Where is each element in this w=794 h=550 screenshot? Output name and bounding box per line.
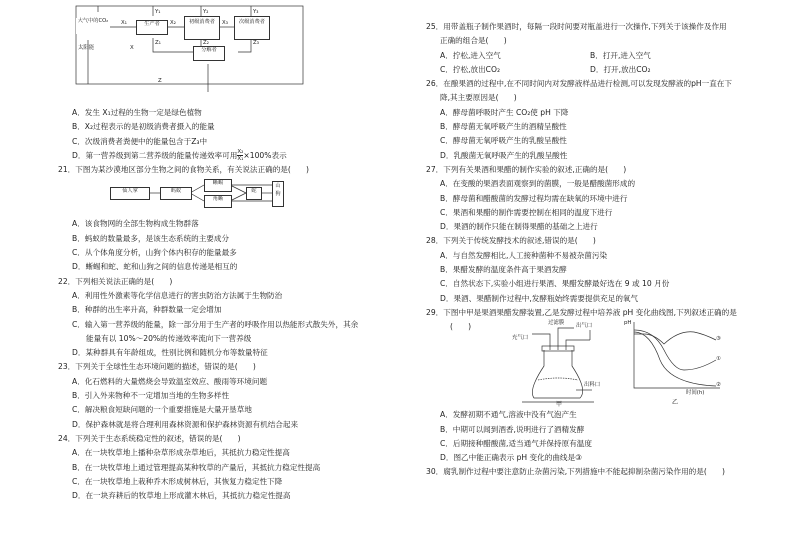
- q29-option-b: B．中期可以闻到酒香,说明进行了酒精发酵: [440, 424, 585, 434]
- label-filter: 过滤膜: [548, 320, 565, 327]
- fermentation-apparatus: [514, 320, 604, 408]
- q20-option-d: [58, 149, 418, 163]
- q25-option-c: C．拧松,放出CO₂: [440, 64, 501, 74]
- q22-option-c-cont: 能量有以 10%～20%的传递效率流向下一营养级: [86, 333, 252, 343]
- q24-option-c: C．在一块牧草地上栽种乔木形成树林后，其恢复力稳定性下降: [72, 476, 283, 486]
- label-curve-3: ③: [716, 336, 721, 343]
- q26-stem-line1: 26．在酿果酒的过程中,在不同时间内对发酵液样品进行检测,可以发现发酵液的pH一直在下: [426, 79, 732, 89]
- q23-option-d: D．保护森林就是将合理利用森林资源和保护森林资源有机结合起来: [72, 419, 299, 429]
- q24-option-a: A．在一块牧草地上播种杂草形成杂草地后，其抵抗力稳定性提高: [72, 448, 290, 458]
- q22-option-b: B．种群的出生率升高，种群数量一定会增加: [72, 305, 222, 315]
- label-discharge: 出料口: [584, 382, 601, 389]
- q21-stem: 21．下图为某沙漠地区部分生物之间的食物关系，有关说法正确的是( ): [58, 165, 309, 175]
- q26-option-a: A．酵母菌呼吸时产生 CO₂使 pH 下降: [440, 107, 569, 117]
- q21-option-c: C．从个体角度分析，山狗个体内积存的能量最多: [72, 248, 237, 258]
- ph-curve-chart: [624, 320, 724, 408]
- node-cactus: 仙人掌: [110, 187, 150, 200]
- q30-stem: 30．腐乳制作过程中要注意防止杂菌污染,下列措施中不能起抑制杂菌污染作用的是( ): [426, 467, 725, 477]
- label-outlet: 出气口: [576, 323, 593, 330]
- co2-box: [76, 18, 110, 34]
- decomposer-label: 分解者: [201, 47, 217, 53]
- q22-option-a: A．利用性外激素等化学信息进行的害虫防治方法属于生物防治: [72, 290, 283, 300]
- label-z2: Z₂: [203, 40, 209, 46]
- node-snake: 蛇: [246, 187, 262, 200]
- label-curve-1: ①: [716, 356, 721, 363]
- energy-flow-diagram: [58, 0, 318, 106]
- q26-stem-line2: 降,其主要原因是( ): [440, 93, 517, 103]
- node-lizard: 蜥蜴: [204, 179, 232, 192]
- q25-stem-line1: 25．用带盖瓶子制作果酒时，每隔一段时间要对瓶盖进行一次操作,下列关于该操作及作用: [426, 22, 727, 31]
- q20-option-c: C．次级消费者粪便中的能量包含于Z₃中: [72, 136, 208, 146]
- label-jia: 甲: [556, 401, 563, 409]
- label-curve-2: ②: [716, 382, 721, 389]
- q28-option-b: B．果醋发酵的温度条件高于果酒发酵: [440, 265, 567, 275]
- q25-option-d: D．打开,放出CO₂: [590, 64, 651, 74]
- q21-option-a: A．该食物网的全部生物构成生物群落: [72, 219, 199, 229]
- q23-stem: 23．下列关于全球性生态环境问题的描述，错误的是( ): [58, 362, 256, 372]
- q26-option-d: D．乳酸菌无氧呼吸产生的乳酸呈酸性: [440, 150, 568, 160]
- label-z3: Z₃: [253, 40, 259, 46]
- secondary-consumer-box: [234, 16, 270, 40]
- label-yi: 乙: [672, 399, 679, 407]
- q27-stem: 27．下列有关果酒和果醋的制作实验的叙述,正确的是( ): [426, 164, 627, 174]
- curve-3: [634, 332, 716, 344]
- q25-options-row2: [426, 63, 778, 77]
- q29-option-a: A．发酵初期不通气,溶液中没有气泡产生: [440, 410, 577, 420]
- q28-option-d: D．果酒、果醋制作过程中,发酵瓶始终需要提供充足的氧气: [440, 293, 639, 303]
- label-ph: pH: [624, 320, 632, 327]
- label-time: 时间(h): [686, 390, 705, 397]
- q21-option-b: B．蚂蚁的数量最多，是该生态系统的主要成分: [72, 233, 230, 243]
- q20-option-a: A．发生 X₁过程的生物一定是绿色植物: [72, 108, 202, 117]
- producer-label: 生产者: [144, 21, 160, 27]
- producer-box: [136, 20, 168, 35]
- apparatus-drawing: [514, 320, 604, 408]
- node-coyote: 山狗: [272, 181, 284, 207]
- label-x3: X₃: [222, 20, 228, 26]
- label-y1: Y₁: [155, 9, 161, 15]
- label-x1: X₁: [121, 20, 127, 26]
- q21-option-d: D．蜥蜴和蛇、蛇和山狗之间的信息传递是相互的: [72, 262, 238, 272]
- q28-stem: 28．下列关于传统发酵技术的叙述,错误的是( ): [426, 236, 596, 246]
- q20-d-suffix: ×100%表示: [243, 150, 287, 160]
- q24-option-d: D．在一块弃耕后的牧草地上形成灌木林后，其抵抗力稳定性提高: [72, 491, 291, 501]
- q24-option-b: B．在一块牧草地上通过管理提高某种牧草的产量后，其抵抗力稳定性提高: [72, 462, 321, 472]
- q29-option-c: C．后期接种醋酸菌,适当通气并保持原有温度: [440, 438, 592, 448]
- q29-option-d: D．图乙中能正确表示 pH 变化的曲线是③: [440, 453, 582, 463]
- node-ant: 蚂蚁: [160, 187, 192, 200]
- q25-options-row1: [426, 49, 778, 63]
- label-inlet: 充气口: [512, 335, 529, 342]
- q25-option-b: B．打开,进入空气: [590, 50, 651, 60]
- q24-stem: 24．下列关于生态系统稳定性的叙述，错误的是( ): [58, 433, 241, 443]
- curve-2: [634, 332, 716, 386]
- q27-option-c: C．果酒和果醋的制作需要控制在相同的温度下进行: [440, 207, 613, 217]
- q26-option-b: B．酵母菌无氧呼吸产生的酒精呈酸性: [440, 122, 567, 132]
- secondary-consumer-label: 次级消费者: [239, 19, 265, 25]
- q25-stem-line2: 正确的组合是( ): [440, 36, 507, 46]
- q23-option-b: B．引入外来物种不一定增加当地的生物多样性: [72, 391, 230, 401]
- q22-option-d: D．某种群具有年龄组成，性别比例和随机分布等数量特征: [72, 348, 268, 358]
- node-horned-lizard: 角蜥: [204, 195, 232, 208]
- primary-consumer-label: 初级消费者: [189, 19, 215, 25]
- q22-stem: 22．下列相关说法正确的是( ): [58, 276, 173, 286]
- label-y3: Y₃: [253, 9, 259, 15]
- q27-option-a: A．在变酸的果酒表面观察到的菌膜，一般是醋酸菌形成的: [440, 179, 636, 189]
- q27-option-b: B．酵母菌和醋酸菌的发酵过程均需在缺氧的环境中进行: [440, 193, 628, 203]
- primary-consumer-box: [184, 16, 220, 40]
- food-web-diagram: [110, 177, 370, 217]
- q20-d-denominator: X₁: [237, 156, 244, 163]
- label-z: Z: [158, 78, 162, 84]
- q20-d-prefix: D．第一营养级到第二营养级的能量传递效率可用: [72, 150, 238, 160]
- right-column: [426, 20, 778, 480]
- q23-option-c: C．解决粮食短缺问题的一个重要措施是大量开垦草地: [72, 405, 252, 415]
- q26-option-c: C．酵母菌无氧呼吸产生的乳酸呈酸性: [440, 136, 567, 146]
- label-x2: X₂: [170, 20, 176, 26]
- q25-option-a: A．拧松,进入空气: [440, 50, 501, 60]
- decomposer-box: [193, 46, 225, 61]
- ph-curve-plot: [624, 320, 724, 408]
- q29-paren: ( ): [450, 322, 472, 332]
- q28-option-c: C．自然状态下,实验小组进行果酒、果醋发酵最好选在 9 或 10 月份: [440, 279, 670, 289]
- left-column: [58, 0, 418, 503]
- q29-figure-row: [426, 320, 778, 408]
- q29-stem: 29．下图中甲是果酒果醋发酵装置,乙是发酵过程中培养液 pH 变化曲线图,下列叙述正确的是: [426, 307, 737, 317]
- sun-label: 太阳能: [78, 45, 95, 51]
- q22-option-c: C．输入第一营养级的能量，除一部分用于生产者的呼吸作用以热能形式散失外，其余: [72, 319, 359, 329]
- label-y2: Y₂: [203, 9, 209, 15]
- q20-d-numerator: X₂: [237, 149, 244, 156]
- q23-option-a: A．化石燃料的大量燃烧会导致温室效应、酸雨等环境问题: [72, 376, 268, 386]
- co2-label: 大气中的CO₂: [77, 18, 109, 24]
- q28-option-a: A．与自然发酵相比,人工接种菌种不易被杂菌污染: [440, 250, 608, 260]
- q27-option-d: D．果酒的制作只能在制得果醋的基础之上进行: [440, 222, 598, 232]
- q20-option-b: B．X₂过程表示的是初级消费者摄入的能量: [72, 122, 215, 132]
- label-z1: Z₁: [155, 40, 161, 46]
- label-x: X: [130, 45, 134, 51]
